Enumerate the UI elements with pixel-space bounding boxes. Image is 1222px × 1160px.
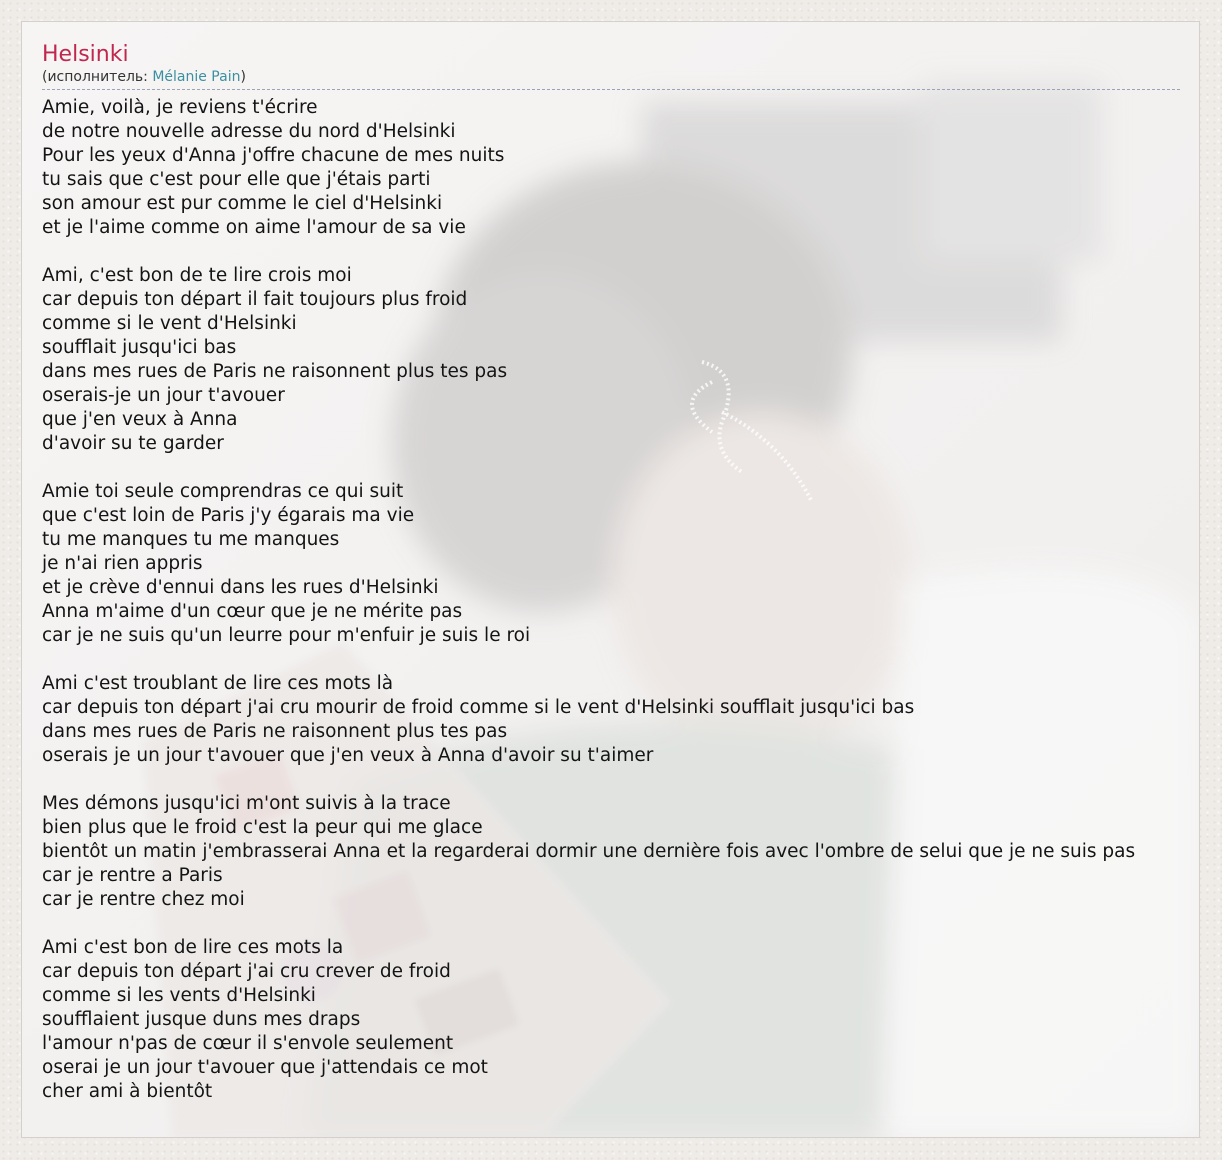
lyric-line: que j'en veux à Anna bbox=[42, 409, 238, 430]
lyric-line: Ami, c'est bon de te lire crois moi bbox=[42, 265, 352, 286]
lyric-line: et je l'aime comme on aime l'amour de sa vie bbox=[42, 217, 466, 238]
stanza-4 bbox=[42, 672, 1180, 768]
lyric-line: l'amour n'pas de cœur il s'envole seulement bbox=[42, 1033, 454, 1054]
lyric-line: Amie, voilà, je reviens t'écrire bbox=[42, 97, 318, 118]
stanza-5 bbox=[42, 792, 1180, 912]
lyric-line: oserai je un jour t'avouer que j'attendais ce mot bbox=[42, 1057, 488, 1078]
stanza-1 bbox=[42, 96, 1180, 240]
lyric-line: je n'ai rien appris bbox=[42, 553, 203, 574]
lyric-line: que c'est loin de Paris j'y égarais ma vie bbox=[42, 505, 415, 526]
lyric-line: son amour est pur comme le ciel d'Helsinki bbox=[42, 193, 443, 214]
stanza-6 bbox=[42, 936, 1180, 1104]
lyric-line: tu sais que c'est pour elle que j'étais parti bbox=[42, 169, 431, 190]
lyric-line: car depuis ton départ il fait toujours plus froid bbox=[42, 289, 468, 310]
lyric-line: Amie toi seule comprendras ce qui suit bbox=[42, 481, 404, 502]
lyric-line: de notre nouvelle adresse du nord d'Helsinki bbox=[42, 121, 456, 142]
lyric-line: oserais-je un jour t'avouer bbox=[42, 385, 285, 406]
lyric-line: Pour les yeux d'Anna j'offre chacune de mes nuits bbox=[42, 145, 505, 166]
lyric-line: bien plus que le froid c'est la peur qui me glace bbox=[42, 817, 483, 838]
lyric-line: cher ami à bientôt bbox=[42, 1081, 213, 1102]
stanza-2 bbox=[42, 264, 1180, 456]
lyric-line: car je rentre chez moi bbox=[42, 889, 245, 910]
lyrics-text bbox=[42, 96, 1180, 1104]
lyric-line: car depuis ton départ j'ai cru mourir de froid comme si le vent d'Helsinki soufflait jusqu'ici bas bbox=[42, 697, 915, 718]
artist-suffix: ) bbox=[240, 69, 246, 85]
lyric-line: car je ne suis qu'un leurre pour m'enfuir je suis le roi bbox=[42, 625, 531, 646]
lyric-line: oserais je un jour t'avouer que j'en veux à Anna d'avoir su t'aimer bbox=[42, 745, 654, 766]
lyric-line: Anna m'aime d'un cœur que je ne mérite pas bbox=[42, 601, 463, 622]
lyric-line: soufflaient jusque duns mes draps bbox=[42, 1009, 361, 1030]
lyric-line: dans mes rues de Paris ne raisonnent plus tes pas bbox=[42, 361, 508, 382]
song-content bbox=[22, 22, 1199, 1137]
artist-link[interactable]: Mélanie Pain bbox=[152, 69, 241, 85]
lyric-line: d'avoir su te garder bbox=[42, 433, 224, 454]
lyric-line: comme si le vent d'Helsinki bbox=[42, 313, 297, 334]
artist-prefix: (исполнитель: bbox=[42, 69, 153, 85]
lyric-line: dans mes rues de Paris ne raisonnent plus tes pas bbox=[42, 721, 508, 742]
lyric-line: car depuis ton départ j'ai cru crever de froid bbox=[42, 961, 451, 982]
title-divider bbox=[42, 89, 1180, 90]
stanza-3 bbox=[42, 480, 1180, 648]
lyric-line: Ami c'est troublant de lire ces mots là bbox=[42, 673, 394, 694]
artist-line bbox=[42, 68, 1180, 86]
lyric-line: Ami c'est bon de lire ces mots la bbox=[42, 937, 344, 958]
lyric-line: Mes démons jusqu'ici m'ont suivis à la trace bbox=[42, 793, 451, 814]
lyric-line: car je rentre a Paris bbox=[42, 865, 223, 886]
lyrics-card bbox=[21, 21, 1200, 1138]
lyric-line: tu me manques tu me manques bbox=[42, 529, 340, 550]
lyric-line: comme si les vents d'Helsinki bbox=[42, 985, 316, 1006]
lyric-line: et je crève d'ennui dans les rues d'Helsinki bbox=[42, 577, 439, 598]
lyric-line: soufflait jusqu'ici bas bbox=[42, 337, 237, 358]
lyric-line: bientôt un matin j'embrasserai Anna et la regarderai dormir une dernière fois avec l'ombre de selui que je ne suis pas bbox=[42, 841, 1136, 862]
song-title: Helsinki bbox=[42, 42, 129, 67]
